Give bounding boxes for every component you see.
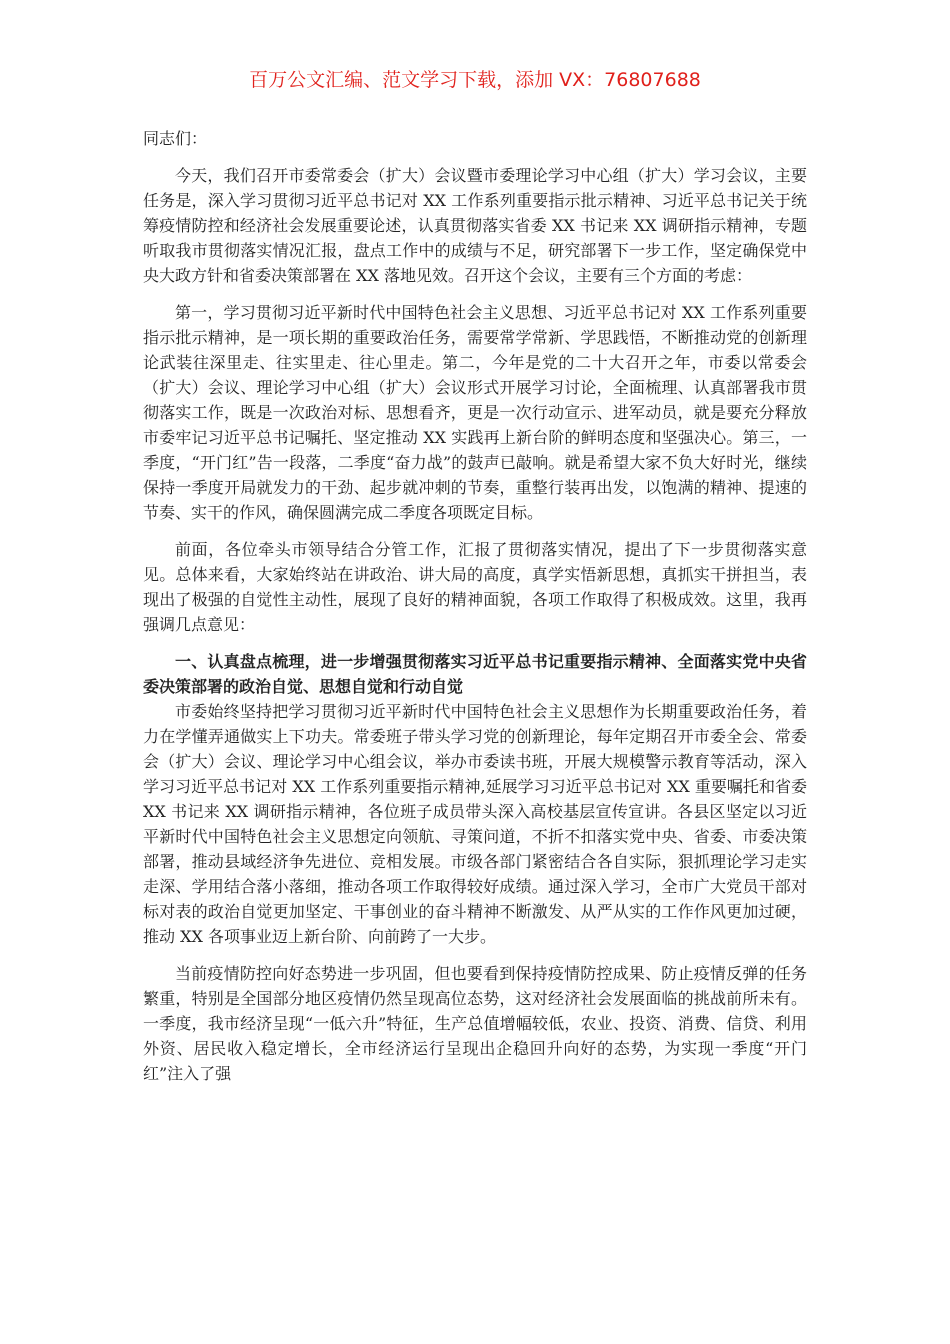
promo-banner: 百万公文汇编、范文学习下载，添加 VX：76807688 [249,69,701,91]
section-heading-1: 一、认真盘点梳理，进一步增强贯彻落实习近平总书记重要指示精神、全面落实党中央省委决策部署的政治自觉、思想自觉和行动自觉 [143,652,807,696]
paragraph-section-1-b: 当前疫情防控向好态势进一步巩固，但也要看到保持疫情防控成果、防止疫情反弹的任务繁重，特别是全国部分地区疫情仍然呈现高位态势，这对经济社会发展面临的挑战前所未有。一季度，我市经济呈现“一低六升”特征，生产总值增幅较低，农业、投资、消费、信贷、利用外资、居民收入稳定增长，全市经济运行呈现出企稳回升向好的态势，为实现一季度“开门红”注入了强 [143,964,807,1083]
document-body [143,126,807,1098]
paragraph-section-1-a: 市委始终坚持把学习贯彻习近平新时代中国特色社会主义思想作为长期重要政治任务，着力在学懂弄通做实上下功夫。常委班子带头学习党的创新理论，每年定期召开市委全会、常委会（扩大）会议、理论学习中心组会议，举办市委读书班，开展大规模警示教育等活动，深入学习习近平总书记对 XX 工作系列重要指示精神,延展学习习近平总书记对 XX 重要嘱托和省委 XX 书记来 XX 调研指示精神，各位班子成员带头深入高校基层宣传宣讲。各县区坚定以习近平新时代中国特色社会主义思想定向领航、寻策问道，不折不扣落实党中央、省委、市委决策部署，推动县域经济争先进位、竞相发展。市级各部门紧密结合各自实际，狠抓理论学习走实走深、学用结合落小落细，推动各项工作取得较好成绩。通过深入学习，全市广大党员干部对标对表的政治自觉更加坚定、干事创业的奋斗精神不断激发、从严从实的工作作风更加过硬，推动 XX 各项事业迈上新台阶、向前跨了一大步。 [143,702,807,946]
paragraph-intro: 今天，我们召开市委常委会（扩大）会议暨市委理论学习中心组（扩大）学习会议，主要任务是，深入学习贯彻习近平总书记对 XX 工作系列重要指示批示精神、习近平总书记关于统筹疫情防控和经济社会发展重要论述，认真贯彻落实省委 XX 书记来 XX 调研指示精神，专题听取我市贯彻落实情况汇报，盘点工作中的成绩与不足，研究部署下一步工作，坚定确保党中央大政方针和省委决策部署在 XX 落地见效。召开这个会议，主要有三个方面的考虑： [143,166,807,285]
paragraph-considerations: 第一，学习贯彻习近平新时代中国特色社会主义思想、习近平总书记对 XX 工作系列重要指示批示精神，是一项长期的重要政治任务，需要常学常新、学思践悟，不断推动党的创新理论武装往深里走、往实里走、往心里走。第二，今年是党的二十大召开之年，市委以常委会（扩大）会议、理论学习中心组（扩大）会议形式开展学习讨论，全面梳理、认真部署我市贯彻落实工作，既是一次政治对标、思想看齐，更是一次行动宣示、进军动员，就是要充分释放市委牢记习近平总书记嘱托、坚定推动 XX 实践再上新台阶的鲜明态度和坚强决心。第三，一季度，“开门红”告一段落，二季度“奋力战”的鼓声已敲响。就是希望大家不负大好时光，继续保持一季度开局就发力的干劲、起步就冲刺的节奏，重整行装再出发，以饱满的精神、提速的节奏、实干的作风，确保圆满完成二季度各项既定目标。 [143,303,807,522]
paragraph-summary: 前面，各位牵头市领导结合分管工作，汇报了贯彻落实情况，提出了下一步贯彻落实意见。总体来看，大家始终站在讲政治、讲大局的高度，真学实悟新思想，真抓实干拼担当，表现出了极强的自觉性主动性，展现了良好的精神面貌，各项工作取得了积极成效。这里，我再强调几点意见： [143,540,807,634]
salutation: 同志们： [143,129,208,148]
